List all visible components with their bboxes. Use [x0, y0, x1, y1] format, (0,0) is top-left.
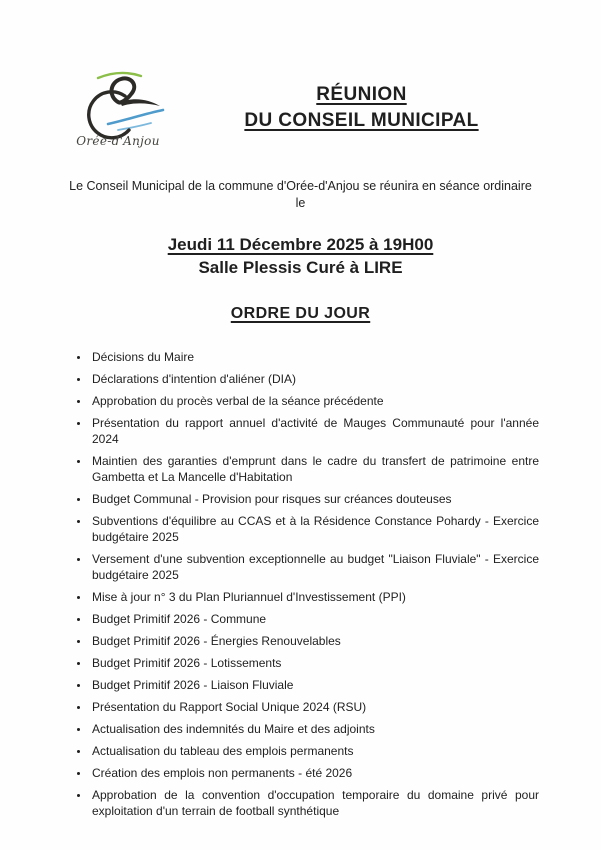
agenda-item: • Mise à jour n° 3 du Plan Pluriannuel d'Investissement (PPI) — [90, 589, 539, 605]
meeting-datetime: Jeudi 11 Décembre 2025 à 19H00 — [167, 235, 434, 254]
intro-line1: Le Conseil Municipal de la commune d'Orée-d'Anjou se réunira en séance ordinaire — [69, 179, 532, 193]
agenda-item: • Budget Primitif 2026 - Énergies Renouvelables — [90, 633, 539, 649]
logo-wordmark: Orée-d'Anjou — [76, 134, 160, 148]
agenda-item: • Approbation du procès verbal de la séance précédente — [90, 393, 539, 409]
document-title — [172, 66, 551, 134]
agenda-item: • Budget Primitif 2026 - Commune — [90, 611, 539, 627]
meeting-location: Salle Plessis Curé à LIRE — [198, 258, 403, 277]
agenda-item: • Maintien des garanties d'emprunt dans le cadre du transfert de patrimoine entre Gambetta et La Mancelle d'Habitation — [90, 453, 539, 485]
document-title-line2: DU CONSEIL MUNICIPAL — [244, 110, 479, 131]
intro-paragraph — [0, 178, 601, 212]
agenda-item: • Budget Communal - Provision pour risques sur créances douteuses — [90, 491, 539, 507]
oree-danjou-logo — [64, 66, 172, 148]
agenda-item: • Déclarations d'intention d'aliéner (DIA) — [90, 371, 539, 387]
agenda-item: • Subventions d'équilibre au CCAS et à la Résidence Constance Pohardy - Exercice budgétaire 2025 — [90, 513, 539, 545]
agenda-item: • Actualisation du tableau des emplois permanents — [90, 743, 539, 759]
agenda-item: • Création des emplois non permanents - été 2026 — [90, 765, 539, 781]
agenda-item: • Versement d'une subvention exceptionnelle au budget "Liaison Fluviale" - Exercice budgétaire 2025 — [90, 551, 539, 583]
document-title-line1: RÉUNION — [316, 84, 407, 105]
agenda-item: • Décisions du Maire — [90, 349, 539, 365]
agenda-item: • Présentation du rapport annuel d'activité de Mauges Communauté pour l'année 2024 — [90, 415, 539, 447]
agenda-item: • Budget Primitif 2026 - Liaison Fluviale — [90, 677, 539, 693]
intro-line2: le — [295, 196, 306, 210]
agenda-item: • Budget Primitif 2026 - Lotissements — [90, 655, 539, 671]
meeting-details — [0, 233, 601, 279]
agenda-item: • Actualisation des indemnités du Maire et des adjoints — [90, 721, 539, 737]
agenda-item: • Présentation du Rapport Social Unique 2024 (RSU) — [90, 699, 539, 715]
oree-danjou-logo-mark — [68, 66, 168, 140]
agenda-list — [0, 349, 539, 819]
agenda-heading: ORDRE DU JOUR — [230, 305, 371, 322]
document-header — [0, 0, 601, 148]
agenda-item: • Approbation de la convention d'occupation temporaire du domaine privé pour exploitation d'un terrain de football synthétique — [90, 787, 539, 819]
